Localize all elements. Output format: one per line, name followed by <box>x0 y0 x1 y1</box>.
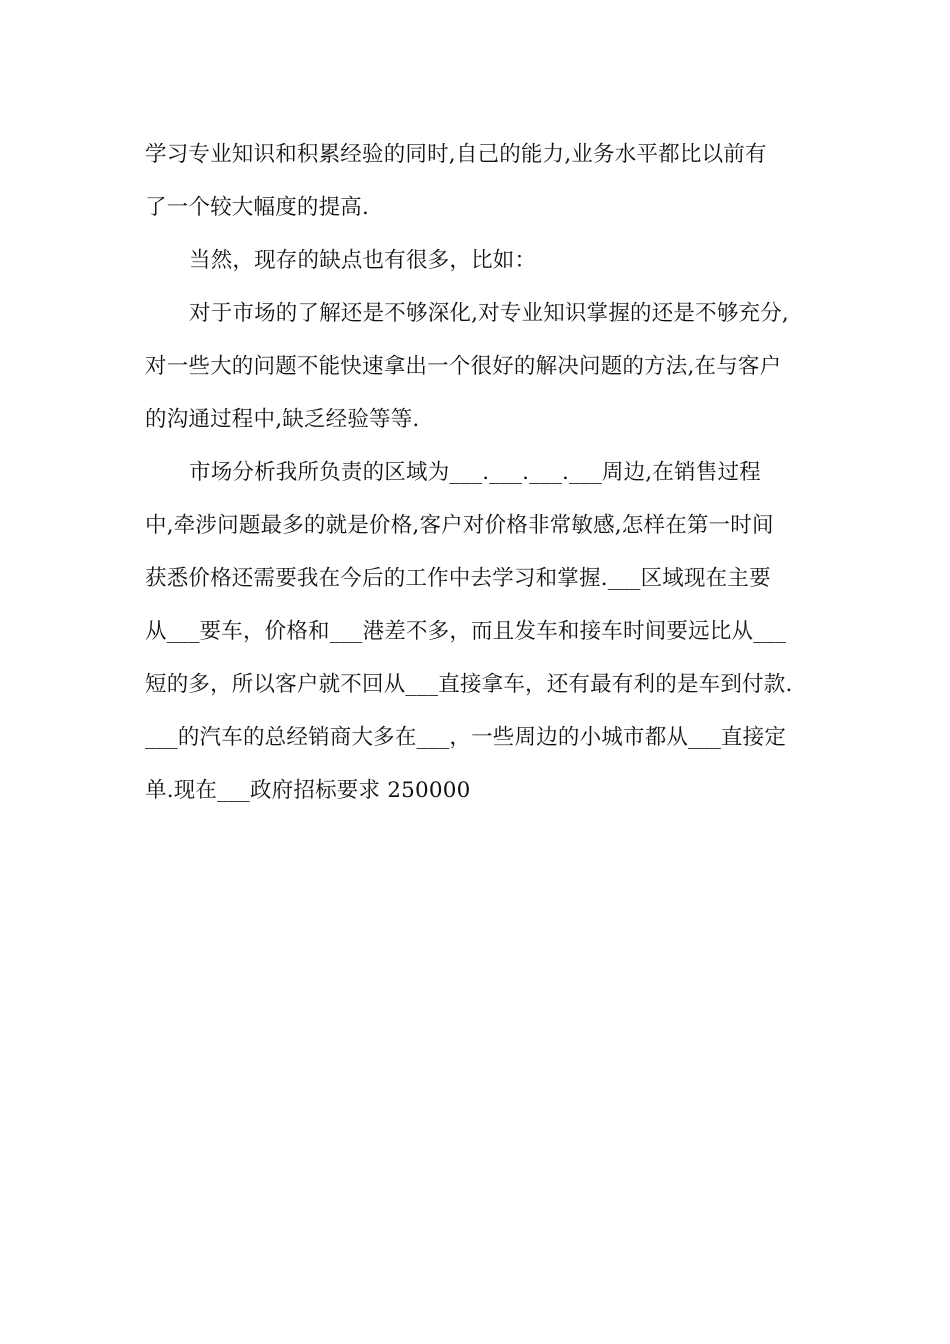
paragraph-first-line: 市场分析我所负责的区域为___.___.___.___周边,在销售过程 <box>189 460 761 485</box>
text-line: 对一些大的问题不能快速拿出一个很好的解决问题的方法,在与客户 <box>145 354 782 379</box>
document-body <box>145 128 815 817</box>
paragraph-first-line: 当然，现存的缺点也有很多，比如： <box>189 248 537 273</box>
text-line: ___的汽车的总经销商大多在___，一些周边的小城市都从___直接定 <box>145 725 787 750</box>
text-line: 了一个较大幅度的提高. <box>145 195 370 220</box>
text-line: 获悉价格还需要我在今后的工作中去学习和掌握.___区域现在主要 <box>145 566 771 591</box>
text-line: 中,牵涉问题最多的就是价格,客户对价格非常敏感,怎样在第一时间 <box>145 513 774 538</box>
paragraph-first-line: 对于市场的了解还是不够深化,对专业知识掌握的还是不够充分, <box>189 301 789 326</box>
text-line: 短的多，所以客户就不回从___直接拿车，还有最有利的是车到付款. <box>145 672 793 697</box>
text-line: 学习专业知识和积累经验的同时,自己的能力,业务水平都比以前有 <box>145 142 767 167</box>
text-line: 的沟通过程中,缺乏经验等等. <box>145 407 420 432</box>
text-line: 单.现在___政府招标要求 250000 <box>145 778 471 803</box>
text-line: 从___要车，价格和___港差不多，而且发车和接车时间要远比从___ <box>145 619 787 644</box>
